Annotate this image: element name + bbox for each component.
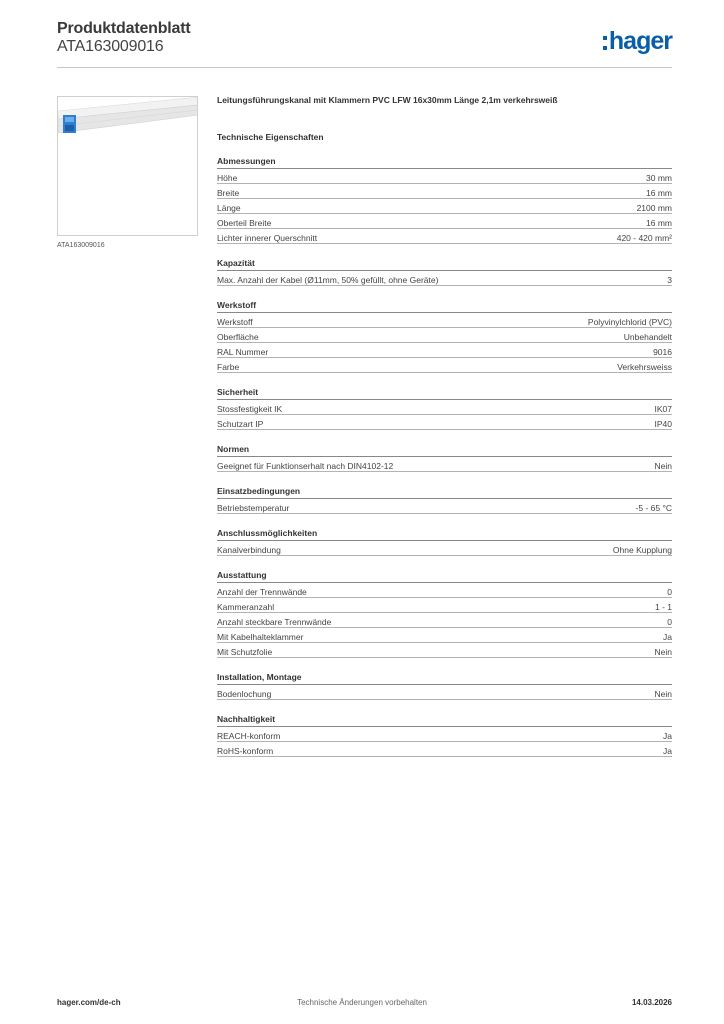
header-divider [57, 67, 672, 68]
spec-value: 2100 mm [636, 202, 672, 213]
spec-row [217, 643, 672, 658]
spec-value: Ja [663, 745, 672, 756]
spec-key: Breite [217, 187, 240, 198]
product-image [57, 96, 198, 236]
spec-group [217, 714, 672, 757]
spec-row [217, 415, 672, 430]
cable-duct-icon [58, 97, 198, 236]
spec-value: Ja [663, 631, 672, 642]
spec-value: 0 [667, 616, 672, 627]
spec-value: 30 mm [646, 172, 672, 183]
spec-groups [217, 156, 672, 757]
spec-value: Verkehrsweiss [617, 361, 672, 372]
spec-value: 3 [667, 274, 672, 285]
spec-value: 16 mm [646, 187, 672, 198]
spec-key: Geeignet für Funktionserhalt nach DIN4102-12 [217, 460, 394, 471]
spec-group [217, 156, 672, 244]
spec-group-title: Abmessungen [217, 156, 672, 169]
spec-row [217, 313, 672, 328]
spec-key: Höhe [217, 172, 238, 183]
spec-row [217, 685, 672, 700]
spec-key: Lichter innerer Querschnitt [217, 232, 318, 243]
spec-group-title: Sicherheit [217, 387, 672, 400]
spec-group [217, 528, 672, 556]
logo-dots-icon [603, 36, 607, 50]
spec-group-title: Kapazität [217, 258, 672, 271]
spec-row [217, 214, 672, 229]
spec-value: Ohne Kupplung [612, 544, 672, 555]
spec-row [217, 541, 672, 556]
spec-value: Nein [654, 688, 672, 699]
spec-key: Kanalverbindung [217, 544, 281, 555]
spec-key: Mit Kabelhalteklammer [217, 631, 304, 642]
spec-group [217, 300, 672, 373]
spec-key: Länge [217, 202, 241, 213]
spec-group-title: Einsatzbedingungen [217, 486, 672, 499]
spec-value: 1 - 1 [654, 601, 672, 612]
spec-row [217, 229, 672, 244]
spec-key: Anzahl der Trennwände [217, 586, 307, 597]
spec-value: 0 [667, 586, 672, 597]
spec-row [217, 583, 672, 598]
spec-value: Nein [654, 646, 672, 657]
spec-group-title: Normen [217, 444, 672, 457]
spec-group-title: Anschlussmöglichkeiten [217, 528, 672, 541]
spec-group [217, 444, 672, 472]
page-title: Produktdatenblatt [57, 20, 191, 37]
spec-value: -5 - 65 °C [635, 502, 672, 513]
spec-key: RoHS-konform [217, 745, 274, 756]
spec-row [217, 598, 672, 613]
spec-key: Stossfestigkeit IK [217, 403, 283, 414]
spec-row [217, 358, 672, 373]
spec-row [217, 271, 672, 286]
spec-key: Betriebstemperatur [217, 502, 290, 513]
spec-key: RAL Nummer [217, 346, 269, 357]
spec-row [217, 328, 672, 343]
spec-group [217, 486, 672, 514]
spec-group [217, 387, 672, 430]
spec-key: Kammeranzahl [217, 601, 275, 612]
spec-row [217, 742, 672, 757]
spec-key: Farbe [217, 361, 240, 372]
spec-group-title: Nachhaltigkeit [217, 714, 672, 727]
spec-value: Polyvinylchlorid (PVC) [587, 316, 672, 327]
article-number: ATA163009016 [57, 38, 164, 55]
spec-key: Mit Schutzfolie [217, 646, 273, 657]
section-title: Technische Eigenschaften [217, 132, 324, 142]
spec-value: IK07 [654, 403, 672, 414]
product-title: Leitungsführungskanal mit Klammern PVC LFW 16x30mm Länge 2,1m verkehrsweiß [217, 95, 558, 105]
spec-value: Nein [654, 460, 672, 471]
spec-row [217, 343, 672, 358]
spec-group [217, 672, 672, 700]
spec-row [217, 457, 672, 472]
spec-row [217, 727, 672, 742]
brand-logo [603, 26, 672, 56]
spec-group [217, 258, 672, 286]
spec-row [217, 184, 672, 199]
spec-key: Werkstoff [217, 316, 253, 327]
image-caption: ATA163009016 [57, 242, 105, 249]
spec-value: Unbehandelt [623, 331, 672, 342]
footer-notice: Technische Änderungen vorbehalten [297, 998, 427, 1007]
logo-text: hager [608, 26, 672, 55]
spec-key: Oberfläche [217, 331, 259, 342]
spec-row [217, 199, 672, 214]
spec-value: 9016 [653, 346, 672, 357]
footer-website: hager.com/de-ch [57, 998, 121, 1007]
spec-group [217, 570, 672, 658]
spec-key: REACH-konform [217, 730, 281, 741]
spec-group-title: Werkstoff [217, 300, 672, 313]
spec-value: 420 - 420 mm² [616, 232, 672, 243]
spec-key: Schutzart IP [217, 418, 264, 429]
spec-key: Max. Anzahl der Kabel (Ø11mm, 50% gefüllt, ohne Geräte) [217, 274, 439, 285]
spec-key: Anzahl steckbare Trennwände [217, 616, 332, 627]
spec-key: Oberteil Breite [217, 217, 272, 228]
spec-content [217, 95, 672, 757]
spec-row [217, 613, 672, 628]
spec-row [217, 169, 672, 184]
spec-value: Ja [663, 730, 672, 741]
footer-date: 14.03.2026 [631, 998, 672, 1007]
spec-key: Bodenlochung [217, 688, 272, 699]
spec-row [217, 400, 672, 415]
spec-row [217, 499, 672, 514]
spec-group-title: Installation, Montage [217, 672, 672, 685]
spec-value: IP40 [654, 418, 672, 429]
spec-group-title: Ausstattung [217, 570, 672, 583]
spec-row [217, 628, 672, 643]
spec-value: 16 mm [646, 217, 672, 228]
